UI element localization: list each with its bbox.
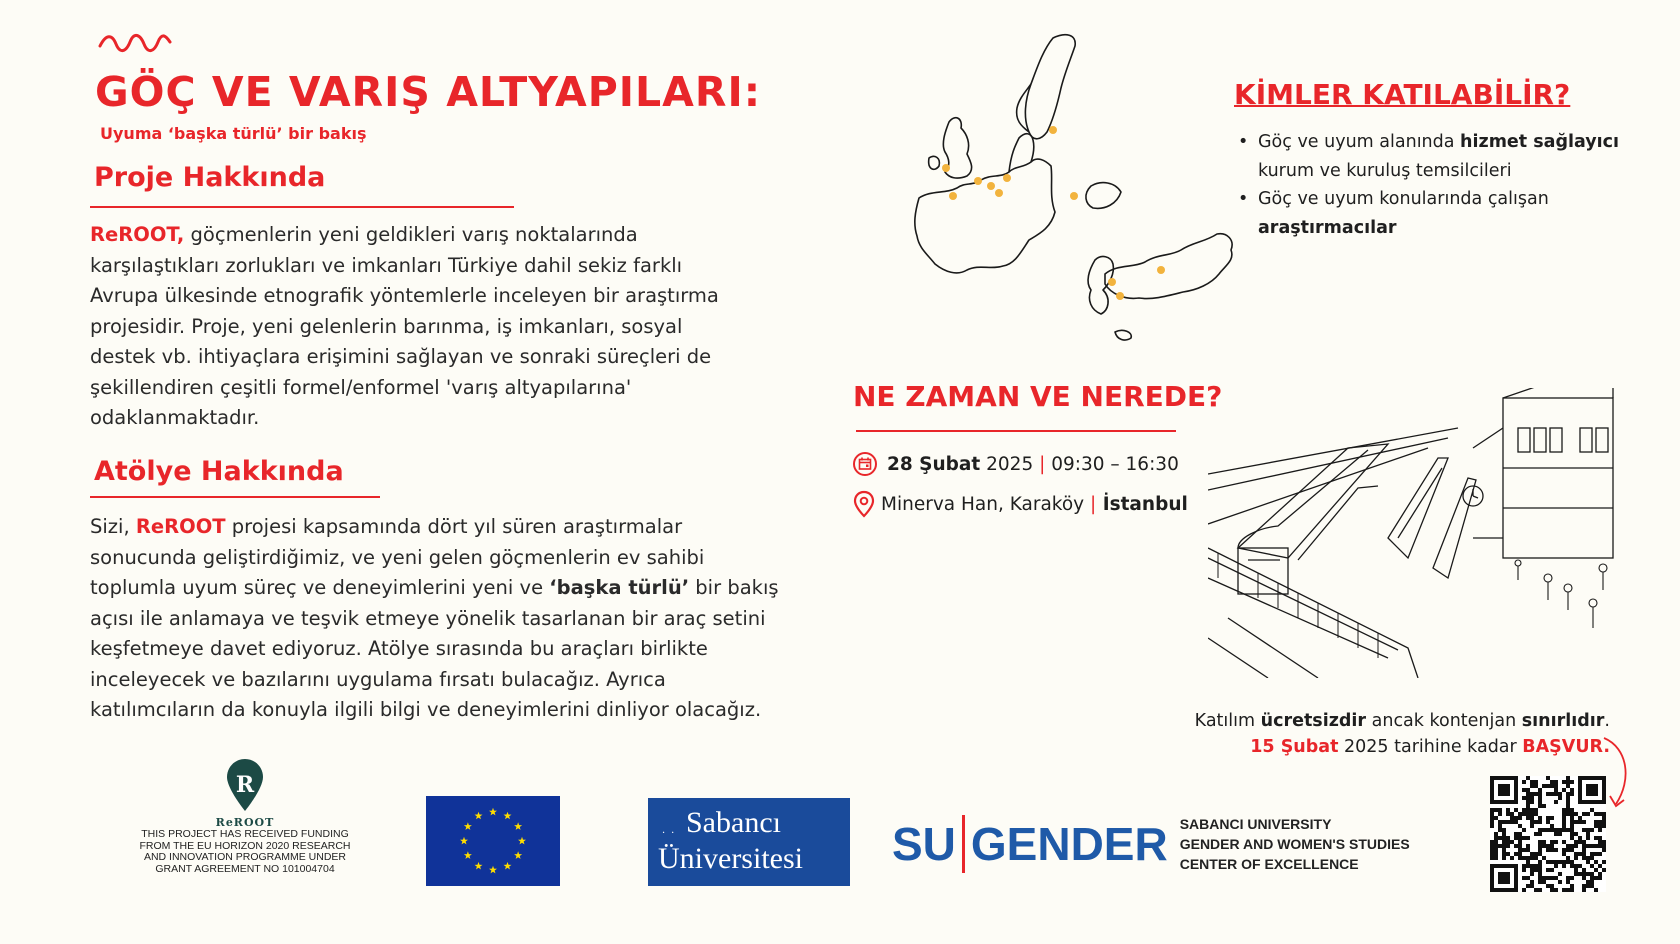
workshop-text: projesi kapsamında dört yıl süren araştırmalar	[225, 515, 683, 538]
project-line: Avrupa ülkesinde etnografik yöntemlerle inceleyen bir araştırma	[90, 284, 719, 307]
separator: |	[1090, 493, 1097, 515]
funding-statement	[118, 829, 372, 875]
location-pin-icon	[853, 490, 875, 518]
reroot-logo-letter: R	[235, 772, 255, 798]
deadline-date: 15 Şubat	[1250, 737, 1339, 757]
sabanci-logo-line2: Üniversitesi	[658, 842, 803, 875]
project-line: projesidir. Proje, yeni gelenlerin barınma, iş imkanları, sosyal	[90, 314, 683, 338]
workshop-text: bir bakış	[689, 576, 779, 599]
eu-flag-logo	[426, 796, 560, 886]
separator: |	[1039, 453, 1046, 475]
train-station-illustration	[1208, 388, 1618, 678]
date-row	[853, 452, 1179, 476]
workshop-line: katılımcıların da konuyla ilgili bilgi ve deneyimlerini dinliyor olacağız.	[90, 698, 762, 721]
europe-map-illustration	[905, 28, 1255, 368]
workshop-text: toplumla uyum süreç ve deneyimlerini yeni ve	[90, 576, 550, 599]
workshop-heading-underline	[90, 496, 380, 498]
who-can-attend-heading: KİMLER KATILABİLİR?	[1234, 78, 1571, 111]
page-subtitle: Uyuma ‘başka türlü’ bir bakış	[100, 124, 367, 143]
project-line: göçmenlerin yeni geldikleri varış noktalarında	[184, 223, 638, 246]
project-line: şekillendiren çeşitli formel/enformel 'varış altyapılarına'	[90, 375, 632, 399]
list-item	[1236, 128, 1656, 185]
squiggle-decoration	[98, 32, 172, 54]
project-line: destek vb. ihtiyaçlara erişimini sağlayan ve sonraki süreçleri de	[90, 345, 712, 368]
sugender-caption-line: GENDER AND WOMEN'S STUDIES	[1179, 836, 1410, 852]
sugender-logo	[892, 812, 1410, 876]
apply-link[interactable]: BAŞVUR.	[1522, 737, 1610, 757]
reroot-logo	[118, 758, 372, 875]
registration-qr-code[interactable]	[1490, 776, 1606, 892]
list-item	[1236, 185, 1656, 242]
sugender-caption-line: SABANCI UNIVERSITY	[1179, 816, 1332, 832]
project-line: karşılaştıkları zorlukları ve imkanları Türkiye dahil sekiz farklı	[90, 253, 683, 277]
sabanci-university-logo	[648, 798, 850, 886]
reroot-inline: ReROOT	[135, 515, 226, 538]
cta-free: ücretsizdir	[1260, 711, 1367, 731]
sugender-divider	[962, 815, 965, 873]
funding-line: THIS PROJECT HAS RECEIVED FUNDING	[141, 828, 349, 840]
when-where-heading: NE ZAMAN VE NEREDE?	[853, 380, 1223, 413]
event-year: 2025	[980, 453, 1040, 475]
workshop-line: sonucunda geliştirdiğimiz, ve yeni gelen göçmenlerin ev sahibi	[90, 545, 705, 569]
sabanci-logo-line1: Sabancı	[686, 806, 781, 839]
workshop-line: açısı ile anlamaya ve teşvik etmeye yönelik tasarlanan bir araç setini	[90, 606, 766, 630]
list-item-text: Göç ve uyum konularında çalışan	[1258, 189, 1549, 209]
workshop-description	[90, 512, 830, 726]
event-venue: Minerva Han, Karaköy	[881, 493, 1091, 515]
workshop-heading: Atölye Hakkında	[94, 456, 344, 487]
reroot-lead: ReROOT,	[90, 223, 185, 246]
cta-text: 2025 tarihine kadar	[1338, 737, 1523, 757]
reroot-logo-name: ReROOT	[215, 816, 275, 829]
project-heading-underline	[90, 206, 514, 208]
project-description	[90, 220, 810, 434]
event-city: İstanbul	[1096, 493, 1188, 515]
workshop-line: inceleyecek ve bazılarını uygulama fırsatı bulacağız. Ayrıca	[90, 667, 666, 691]
baska-turlu-emphasis: ‘başka türlü’	[549, 576, 690, 599]
sugender-su: SU	[892, 818, 956, 870]
event-time: 09:30 – 16:30	[1045, 453, 1179, 475]
project-line: odaklanmaktadır.	[90, 406, 260, 429]
who-can-attend-list	[1236, 128, 1656, 242]
call-to-action	[1130, 708, 1610, 760]
location-row	[853, 490, 1188, 518]
project-heading: Proje Hakkında	[94, 162, 326, 193]
list-item-text: Göç ve uyum alanında	[1258, 132, 1461, 152]
sugender-gender: GENDER	[970, 818, 1168, 870]
list-item-text: kurum ve kuruluş temsilcileri	[1258, 160, 1512, 181]
funding-line: AND INNOVATION PROGRAMME UNDER	[143, 851, 347, 863]
workshop-line: keşfetmeye davet ediyoruz. Atölye sırasında bu araçları birlikte	[90, 637, 708, 660]
sugender-caption	[1180, 814, 1410, 874]
page-title: GÖÇ VE VARIŞ ALTYAPILARI:	[95, 68, 762, 116]
list-item-emphasis: araştırmacılar	[1258, 217, 1397, 238]
event-date: 28 Şubat	[887, 453, 981, 475]
calendar-icon	[853, 452, 877, 476]
funding-line: FROM THE EU HORIZON 2020 RESEARCH	[139, 839, 351, 852]
cta-text: Katılım	[1194, 711, 1261, 731]
when-heading-underline	[856, 430, 1176, 432]
logo-dots: ··	[662, 828, 681, 839]
list-item-emphasis: hizmet sağlayıcı	[1460, 132, 1620, 152]
cta-text: .	[1604, 711, 1610, 731]
sugender-caption-line: CENTER OF EXCELLENCE	[1179, 856, 1359, 872]
cta-limited: sınırlıdır	[1521, 711, 1605, 731]
workshop-text: Sizi,	[90, 515, 136, 538]
cta-text: ancak kontenjan	[1366, 711, 1522, 731]
funding-line: GRANT AGREEMENT NO 101004704	[155, 862, 335, 875]
